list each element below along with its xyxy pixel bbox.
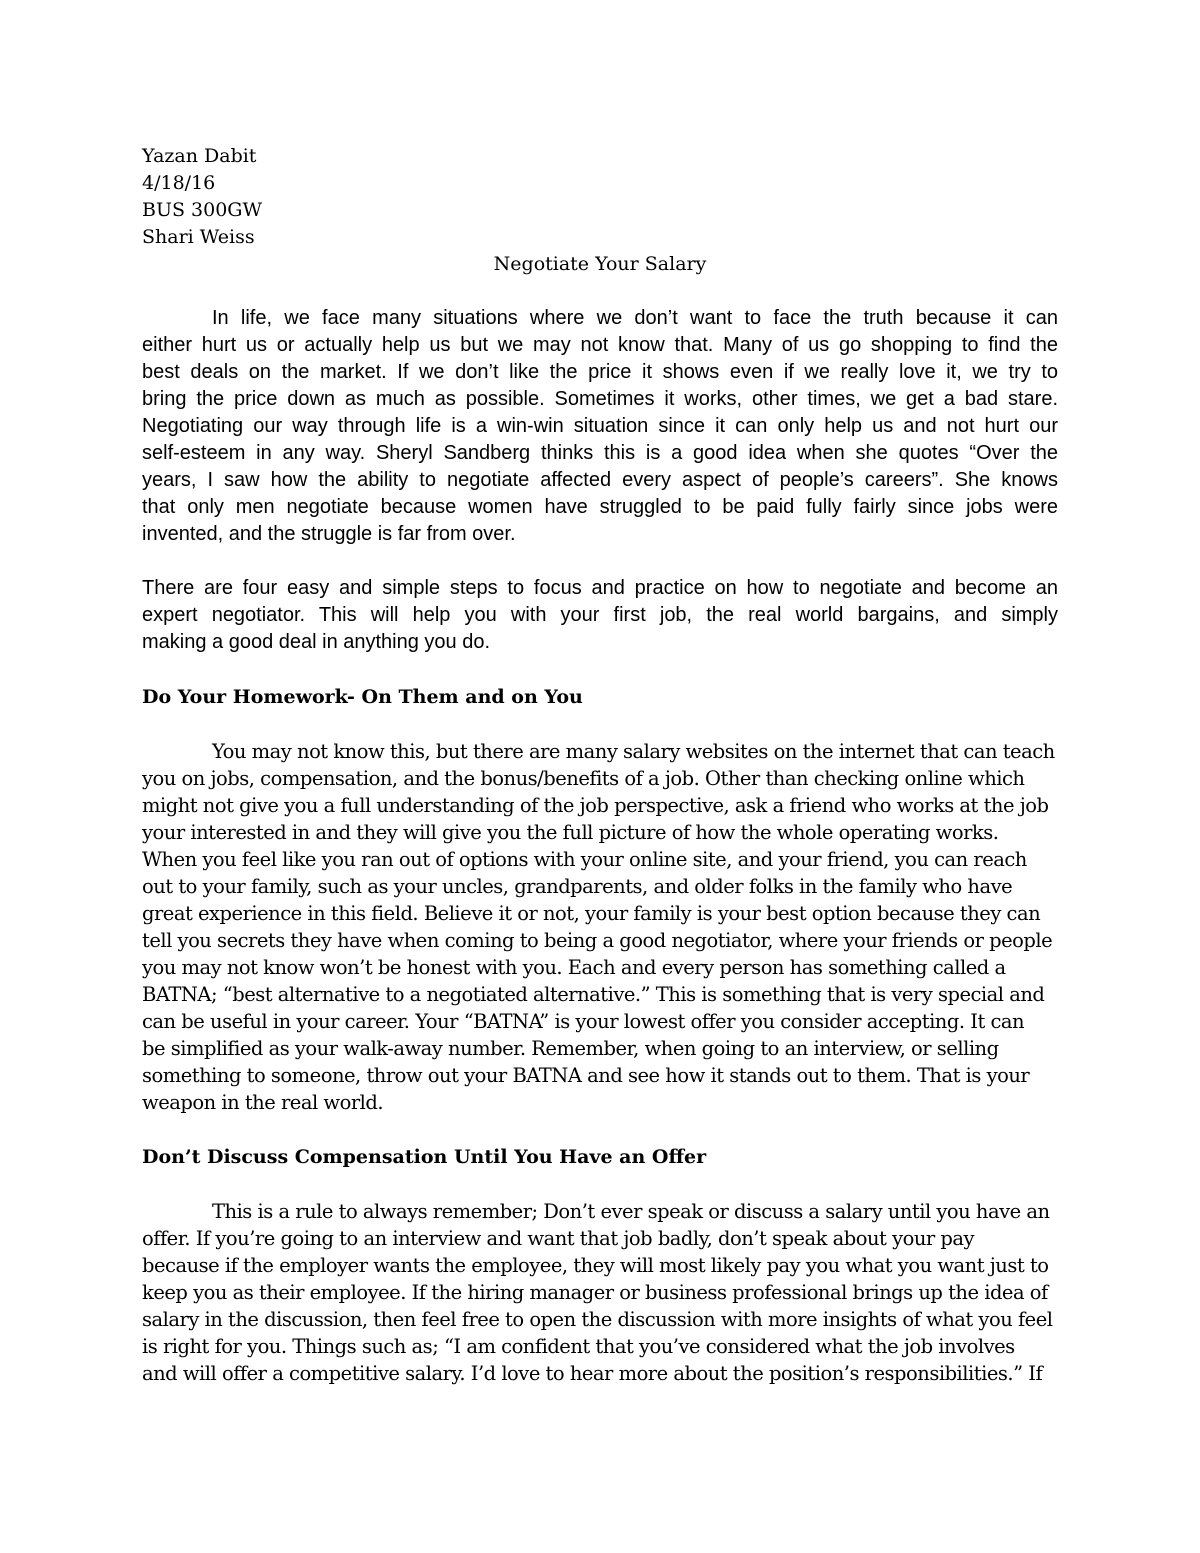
instructor-name: Shari Weiss — [142, 226, 255, 248]
paragraph-line: keep you as their employee. If the hiring manager or business professional brings up the idea of — [142, 1281, 1048, 1304]
paragraph-line: weapon in the real world. — [142, 1091, 384, 1114]
paragraph-line: you may not know won’t be honest with you. Each and every person has something called a — [142, 956, 1006, 979]
document-header — [142, 143, 262, 251]
paragraph-line: that only men negotiate because women have struggled to be paid fully fairly since jobs were — [142, 496, 1058, 518]
paragraph-line: can be useful in your career. Your “BATNA” is your lowest offer you consider accepting. It can — [142, 1010, 1025, 1033]
section-heading-homework: Do Your Homework- On Them and on You — [142, 686, 583, 708]
paragraph-line: your interested in and they will give you the full picture of how the whole operating works. — [142, 821, 999, 844]
paragraph-line: either hurt us or actually help us but we may not know that. Many of us go shopping to find the — [142, 334, 1058, 356]
author-name: Yazan Dabit — [142, 145, 257, 167]
paragraph-line: is right for you. Things such as; “I am confident that you’ve considered what the job involves — [142, 1335, 1015, 1358]
paragraph-line: and will offer a competitive salary. I’d love to hear more about the position’s responsibilities.” If — [142, 1362, 1043, 1385]
paragraph-line: because if the employer wants the employee, they will most likely pay you what you want just to — [142, 1254, 1049, 1277]
document-title: Negotiate Your Salary — [493, 253, 707, 275]
paragraph-line: In life, we face many situations where we don’t want to face the truth because it can — [212, 307, 1058, 329]
paragraph-line: self-esteem in any way. Sheryl Sandberg thinks this is a good idea when she quotes “Over the — [142, 442, 1058, 464]
paragraph-line: salary in the discussion, then feel free to open the discussion with more insights of what you feel — [142, 1308, 1053, 1331]
intro-paragraph — [142, 305, 1058, 548]
paragraph-line: out to your family, such as your uncles, grandparents, and older folks in the family who have — [142, 875, 1013, 898]
paragraph-line: you on jobs, compensation, and the bonus/benefits of a job. Other than checking online which — [142, 767, 1025, 790]
compensation-paragraph — [142, 1198, 1058, 1387]
paragraph-line: There are four easy and simple steps to focus and practice on how to negotiate and become an — [142, 577, 1058, 599]
paragraph-line: This is a rule to always remember; Don’t ever speak or discuss a salary until you have an — [212, 1200, 1050, 1223]
paragraph-line: BATNA; “best alternative to a negotiated alternative.” This is something that is very special and — [142, 983, 1045, 1006]
paragraph-line: best deals on the market. If we don’t like the price it shows even if we really love it, we try to — [142, 361, 1058, 383]
steps-paragraph — [142, 575, 1058, 656]
paragraph-line: bring the price down as much as possible. Sometimes it works, other times, we get a bad stare. — [142, 388, 1058, 410]
paragraph-line: making a good deal in anything you do. — [142, 631, 491, 653]
document-date: 4/18/16 — [142, 172, 216, 194]
paragraph-line: years, I saw how the ability to negotiate affected every aspect of people’s careers”. She knows — [142, 469, 1058, 491]
paragraph-line: tell you secrets they have when coming to being a good negotiator, where your friends or people — [142, 929, 1053, 952]
homework-paragraph — [142, 738, 1058, 1116]
paragraph-line: something to someone, throw out your BATNA and see how it stands out to them. That is your — [142, 1064, 1030, 1087]
paragraph-line: great experience in this field. Believe it or not, your family is your best option because they can — [142, 902, 1041, 925]
paragraph-line: might not give you a full understanding of the job perspective, ask a friend who works at the job — [142, 794, 1049, 817]
paragraph-line: be simplified as your walk-away number. Remember, when going to an interview, or selling — [142, 1037, 999, 1060]
paragraph-line: Negotiating our way through life is a win-win situation since it can only help us and not hurt our — [142, 415, 1058, 437]
course-code: BUS 300GW — [142, 199, 263, 221]
paragraph-line: offer. If you’re going to an interview and want that job badly, don’t speak about your pay — [142, 1227, 975, 1250]
paragraph-line: When you feel like you ran out of options with your online site, and your friend, you can reach — [142, 848, 1027, 871]
paragraph-line: expert negotiator. This will help you with your first job, the real world bargains, and simply — [142, 604, 1058, 626]
paragraph-line: You may not know this, but there are many salary websites on the internet that can teach — [212, 740, 1055, 763]
section-heading-compensation: Don’t Discuss Compensation Until You Have an Offer — [142, 1146, 707, 1168]
paragraph-line: invented, and the struggle is far from over. — [142, 523, 516, 545]
